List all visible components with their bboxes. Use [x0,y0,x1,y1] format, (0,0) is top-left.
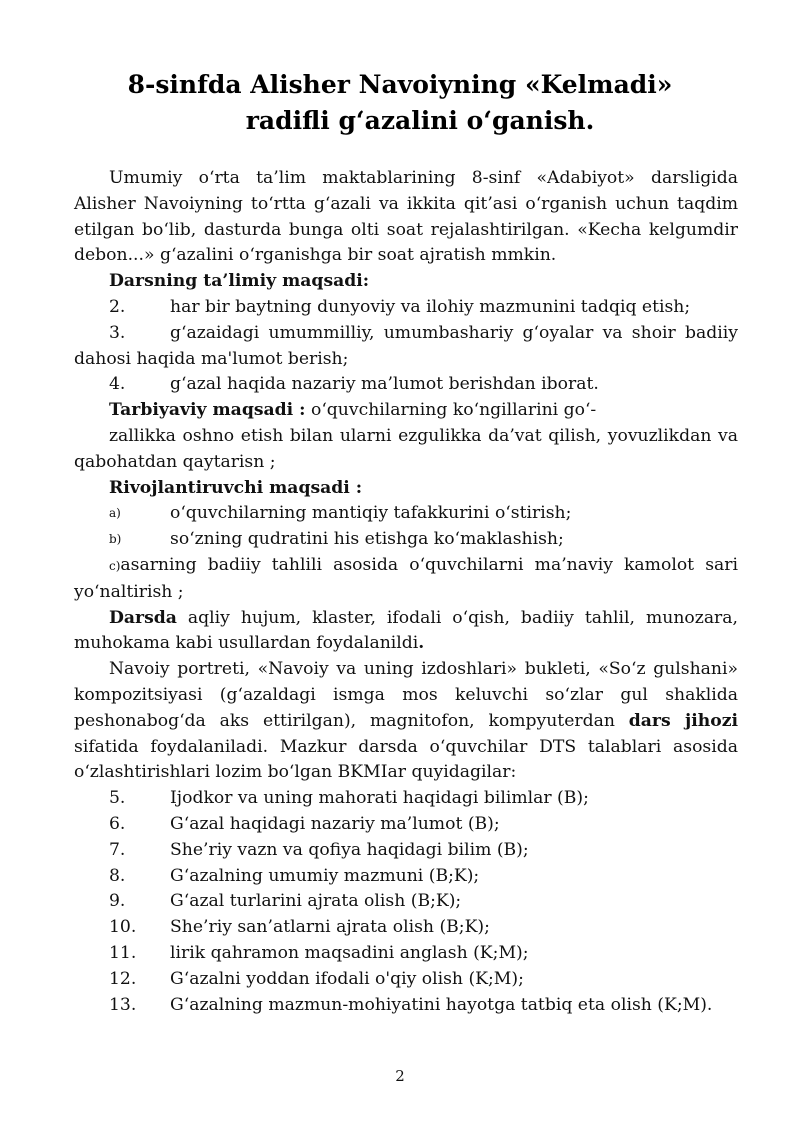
upbringing-goal-text-start: o‘quvchilarning ko‘ngillarini go‘- [305,400,597,421]
list-item [74,967,738,993]
list-item [74,915,738,941]
educational-goal-heading: Darsning ta’limiy maqsadi: [109,271,370,292]
list-item-text: G‘azal turlarini ajrata olish (B;K); [170,891,462,912]
list-item-number: 13. [109,994,137,1015]
list-item-text: har bir baytning dunyoviy va ilohiy mazmunini tadqiq etish; [170,296,691,317]
list-item-number: 7. [109,839,126,860]
list-item [74,501,738,527]
list-item-letter: b) [109,532,122,547]
list-item-number: 10. [109,917,137,938]
equipment-text-2: sifatida foydalaniladi. Mazkur darsda o‘quvchilar DTS talablari asosida o‘zlashtirishlari lozim bo‘lgan BKMIar quyidagilar: [74,736,738,783]
list-item-number: 12. [109,968,137,989]
list-item-letter: a) [109,506,121,521]
list-item-number: 4. [109,374,126,395]
list-item-text: G‘azalni yoddan ifodali o'qiy olish (K;M); [170,968,524,989]
list-item-text: g‘azaidagi umummilliy, umumbashariy g‘oyalar va shoir badiiy dahosi haqida ma'lumot berish; [74,322,738,369]
list-item-text: G‘azalning mazmun-mohiyatini hayotga tatbiq eta olish (K;M). [170,994,713,1015]
list-item-text: g‘azal haqida nazariy ma’lumot berishdan iborat. [170,374,599,395]
intro-paragraph: Umumiy o‘rta ta’lim maktablarining 8-sinf «Adabiyot» darsligida Alisher Navoiyning to‘rtta g‘azali va ikkita qit’asi o‘rganish uchun taqdim etilgan bo‘lib, dasturda bunga olti soat rejalashtirilgan. «Kecha kelgumdir debon...» g‘azalini o‘rganishga bir soat ajratish mmkin. [74,168,738,266]
list-item [74,941,738,967]
competencies-list [74,786,738,1018]
list-item-number: 6. [109,813,126,834]
list-item-text: Ijodkor va uning mahorati haqidagi bilimlar (B); [170,788,589,809]
list-item-number: 2. [109,296,126,317]
list-item-text: o‘quvchilarning mantiqiy tafakkurini o‘stirish; [170,503,572,524]
list-item-number: 3. [109,322,126,343]
list-item-text: She’riy san’atlarni ajrata olish (B;K); [170,917,490,938]
list-item-text: G‘azalning umumiy mazmuni (B;K); [170,865,480,886]
page-title-line-1: 8-sinfda Alisher Navoiyning «Kelmadi» [127,70,673,99]
list-item [74,864,738,890]
list-item-text: so‘zning qudratini his etishga ko‘maklashish; [170,529,564,550]
list-item [74,527,738,553]
list-item [74,321,738,373]
list-item [74,786,738,812]
upbringing-goal-line [74,398,738,424]
list-item-text: lirik qahramon maqsadini anglash (K;M); [170,942,529,963]
equipment-paragraph [74,657,738,786]
document-body [74,166,738,1018]
developmental-goal-heading: Rivojlantiruvchi maqsadi : [109,477,363,498]
list-item [74,553,738,606]
list-item-text: asarning badiiy tahlili asosida o‘quvchilarni ma’naviy kamolot sari yo‘naltirish ; [74,554,738,602]
list-item-text: She’riy vazn va qofiya haqidagi bilim (B); [170,839,529,860]
page-title-line-2: radifli g‘azalini o‘ganish. [245,106,595,135]
list-item-text: G‘azal haqidagi nazariy ma’lumot (B); [170,813,500,834]
equipment-text-1: Navoiy portreti, «Navoiy va uning izdoshlari» bukleti, «So‘z gulshani» kompozitsiyasi (g‘azaldagi ismga mos keluvchi so‘zlar gul shaklida peshonabog‘da aks ettirilgan), magnitofon, kompyuterdan [74,659,738,731]
list-item-number: 9. [109,891,126,912]
equipment-bold: dars jihozi [628,710,738,731]
upbringing-goal-heading: Tarbiyaviy maqsadi : [109,400,306,421]
upbringing-goal-text: zallikka oshno etish bilan ularni ezgulikka da’vat qilish, yovuzlikdan va qabohatdan qaytarisn ; [74,425,738,472]
list-item-letter: c) [109,558,121,573]
list-item [74,295,738,321]
list-item [74,889,738,915]
list-item [74,993,738,1019]
list-item-number: 11. [109,942,137,963]
list-item-number: 8. [109,865,126,886]
methods-paragraph [74,606,738,658]
list-item [74,838,738,864]
methods-text: aqliy hujum, klaster, ifodali o‘qish, badiiy tahlil, munozara, muhokama kabi usullardan foydalanildi [74,607,738,654]
list-item-number: 5. [109,788,126,809]
methods-end: . [418,633,425,654]
page-number: 2 [395,1067,405,1085]
list-item [74,812,738,838]
methods-lead: Darsda [109,607,177,628]
list-item [74,372,738,398]
